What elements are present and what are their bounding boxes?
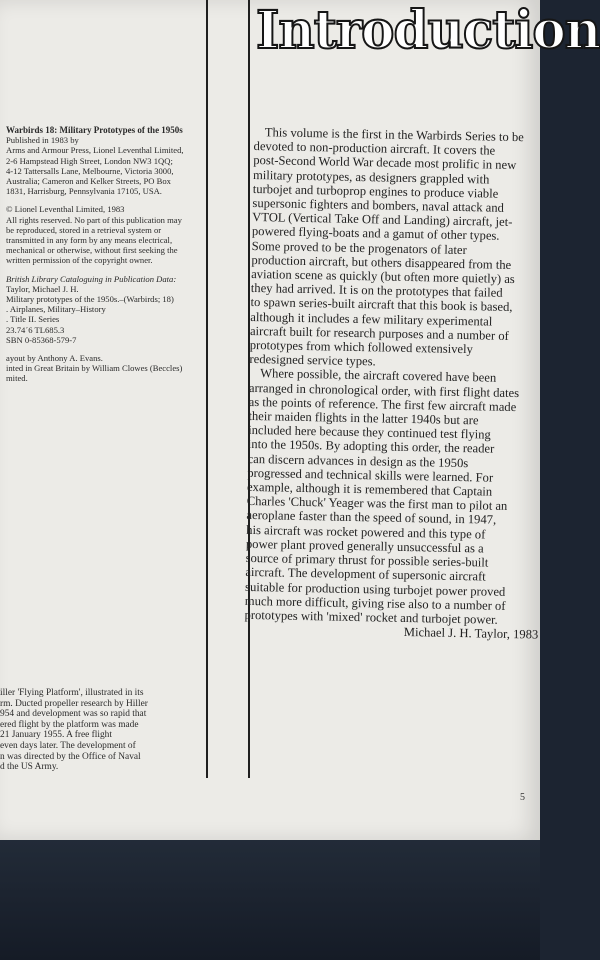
body-line: to spawn series-built aircraft that this book is based, <box>250 295 513 315</box>
imprint-line: Taylor, Michael J. H. <box>6 283 79 294</box>
body-line: Charles 'Chuck' Yeager was the first man to pilot an <box>246 494 508 514</box>
body-line: much more difficult, giving rise also to a number of <box>244 593 506 613</box>
caption-line: rm. Ducted propeller research by Hiller <box>0 698 148 709</box>
body-line: prototypes with 'mixed' rocket and turbojet power. <box>244 607 498 627</box>
body-line: included here because they continued test flying <box>248 423 491 442</box>
page-number: 5 <box>520 792 525 803</box>
body-line: example, although it is remembered that Captain <box>246 480 493 499</box>
body-line: post-Second World War decade most prolific in new <box>253 153 517 173</box>
imprint-line: 4-12 Tattersalls Lane, Melbourne, Victoria 3000, <box>6 165 174 176</box>
imprint-line: © Lionel Leventhal Limited, 1983 <box>6 204 125 215</box>
page-title: Introduction <box>256 0 600 61</box>
body-line: production aircraft, but others disappeared from the <box>251 252 512 272</box>
body-line: aeroplane faster than the speed of sound, in 1947, <box>246 508 497 528</box>
body-line: turbojet and turboprop engines to produce viable <box>252 181 499 201</box>
body-line: their maiden flights in the latter 1940s but are <box>248 409 479 428</box>
caption-line: d the US Army. <box>0 762 59 773</box>
body-line: his aircraft was rocket powered and this type of <box>246 522 486 542</box>
imprint-line: Military prototypes of the 1950s.–(Warbirds; 18) <box>6 294 174 305</box>
imprint-line: . Airplanes, Military–History <box>6 304 106 315</box>
caption-line: 21 January 1955. A free flight <box>0 730 112 741</box>
imprint-line: ayout by Anthony A. Evans. <box>6 353 103 364</box>
imprint-line: Published in 1983 by <box>6 135 79 146</box>
imprint-spacer <box>6 196 206 204</box>
body-line: Where possible, the aircraft covered have been <box>260 366 497 386</box>
imprint-line: Warbirds 18: Military Prototypes of the 1950s <box>6 125 183 135</box>
body-line: can discern advances in design as the 1950s <box>247 451 469 470</box>
caption-line: ered flight by the platform was made <box>0 719 139 730</box>
body-line: source of primary thrust for possible series-built <box>245 551 489 570</box>
caption-line: n was directed by the Office of Naval <box>0 751 141 762</box>
imprint-line: inted in Great Britain by William Clowes (Beccles) <box>6 363 183 374</box>
imprint-spacer <box>6 266 206 274</box>
body-line: redesigned service types. <box>249 352 376 369</box>
body-line: supersonic fighters and bombers, naval attack and <box>252 196 505 215</box>
introduction-text <box>244 125 554 642</box>
imprint-line: . Title II. Series <box>6 314 60 325</box>
body-line: into the 1950s. By adopting this order, the reader <box>247 437 495 457</box>
imprint-line: 2-6 Hampstead High Street, London NW3 1QQ; <box>6 155 173 166</box>
column-rule-left <box>206 0 208 778</box>
body-line: they had arrived. It is on the prototypes that failed <box>250 281 503 301</box>
imprint-line: All rights reserved. No part of this publication may <box>6 214 182 225</box>
body-line: Some proved to be the progenators of later <box>251 238 467 257</box>
photo-caption <box>0 688 200 773</box>
imprint-line: written permission of the copyright owner. <box>6 255 153 266</box>
imprint-spacer <box>6 345 206 353</box>
body-line: prototypes from which followed extensively <box>249 338 474 357</box>
caption-line: iller 'Flying Platform', illustrated in its <box>0 688 144 698</box>
imprint-line: Australia; Cameron and Kelker Streets, PO Box <box>6 176 171 187</box>
imprint-line: 23.74´6 TL685.3 <box>6 324 65 335</box>
body-line: powered flying-boats and a gamut of other types. <box>251 224 500 244</box>
imprint-line: mited. <box>6 373 28 384</box>
caption-line: even days later. The development of <box>0 740 136 751</box>
imprint-line: be reproduced, stored in a retrieval system or <box>6 224 162 235</box>
body-line: This volume is the first in the Warbirds Series to be <box>264 125 524 145</box>
body-line: aviation scene as quickly (but often more quietly) as <box>251 267 515 287</box>
body-line: suitable for production using turbojet power proved <box>245 579 506 599</box>
imprint-line: SBN 0-85368-579-7 <box>6 334 77 345</box>
body-line: devoted to non-production aircraft. It covers the <box>253 139 496 158</box>
body-line: VTOL (Vertical Take Off and Landing) aircraft, jet- <box>252 210 513 230</box>
imprint-line: transmitted in any form by any means electrical, <box>6 235 173 246</box>
imprint-line: British Library Cataloguing in Publication Data: <box>6 273 177 284</box>
imprint-line: 1831, Harrisburg, Pennsylvania 17105, USA. <box>6 186 162 197</box>
imprint-line: Arms and Armour Press, Lionel Leventhal Limited, <box>6 145 184 156</box>
body-line: although it includes a few military experimental <box>250 309 493 329</box>
imprint-line: mechanical or otherwise, without first seeking the <box>6 245 178 256</box>
caption-line: 954 and development was so rapid that <box>0 709 147 720</box>
body-line: military prototypes, as designers grappled with <box>252 167 490 187</box>
body-line: aircraft built for research purposes and a number of <box>249 323 509 343</box>
body-line: arranged in chronological order, with first flight dates <box>248 380 520 400</box>
imprint-block <box>6 125 206 384</box>
body-line: progressed and technical skills were learned. For <box>247 465 494 485</box>
body-line: aircraft. The development of supersonic aircraft <box>245 565 486 584</box>
body-line: as the points of reference. The first few aircraft made <box>248 394 517 414</box>
body-line: power plant proved generally unsuccessful as a <box>245 536 484 556</box>
background-surface <box>0 840 540 960</box>
author-signature: Michael J. H. Taylor, 1983 <box>403 625 539 642</box>
